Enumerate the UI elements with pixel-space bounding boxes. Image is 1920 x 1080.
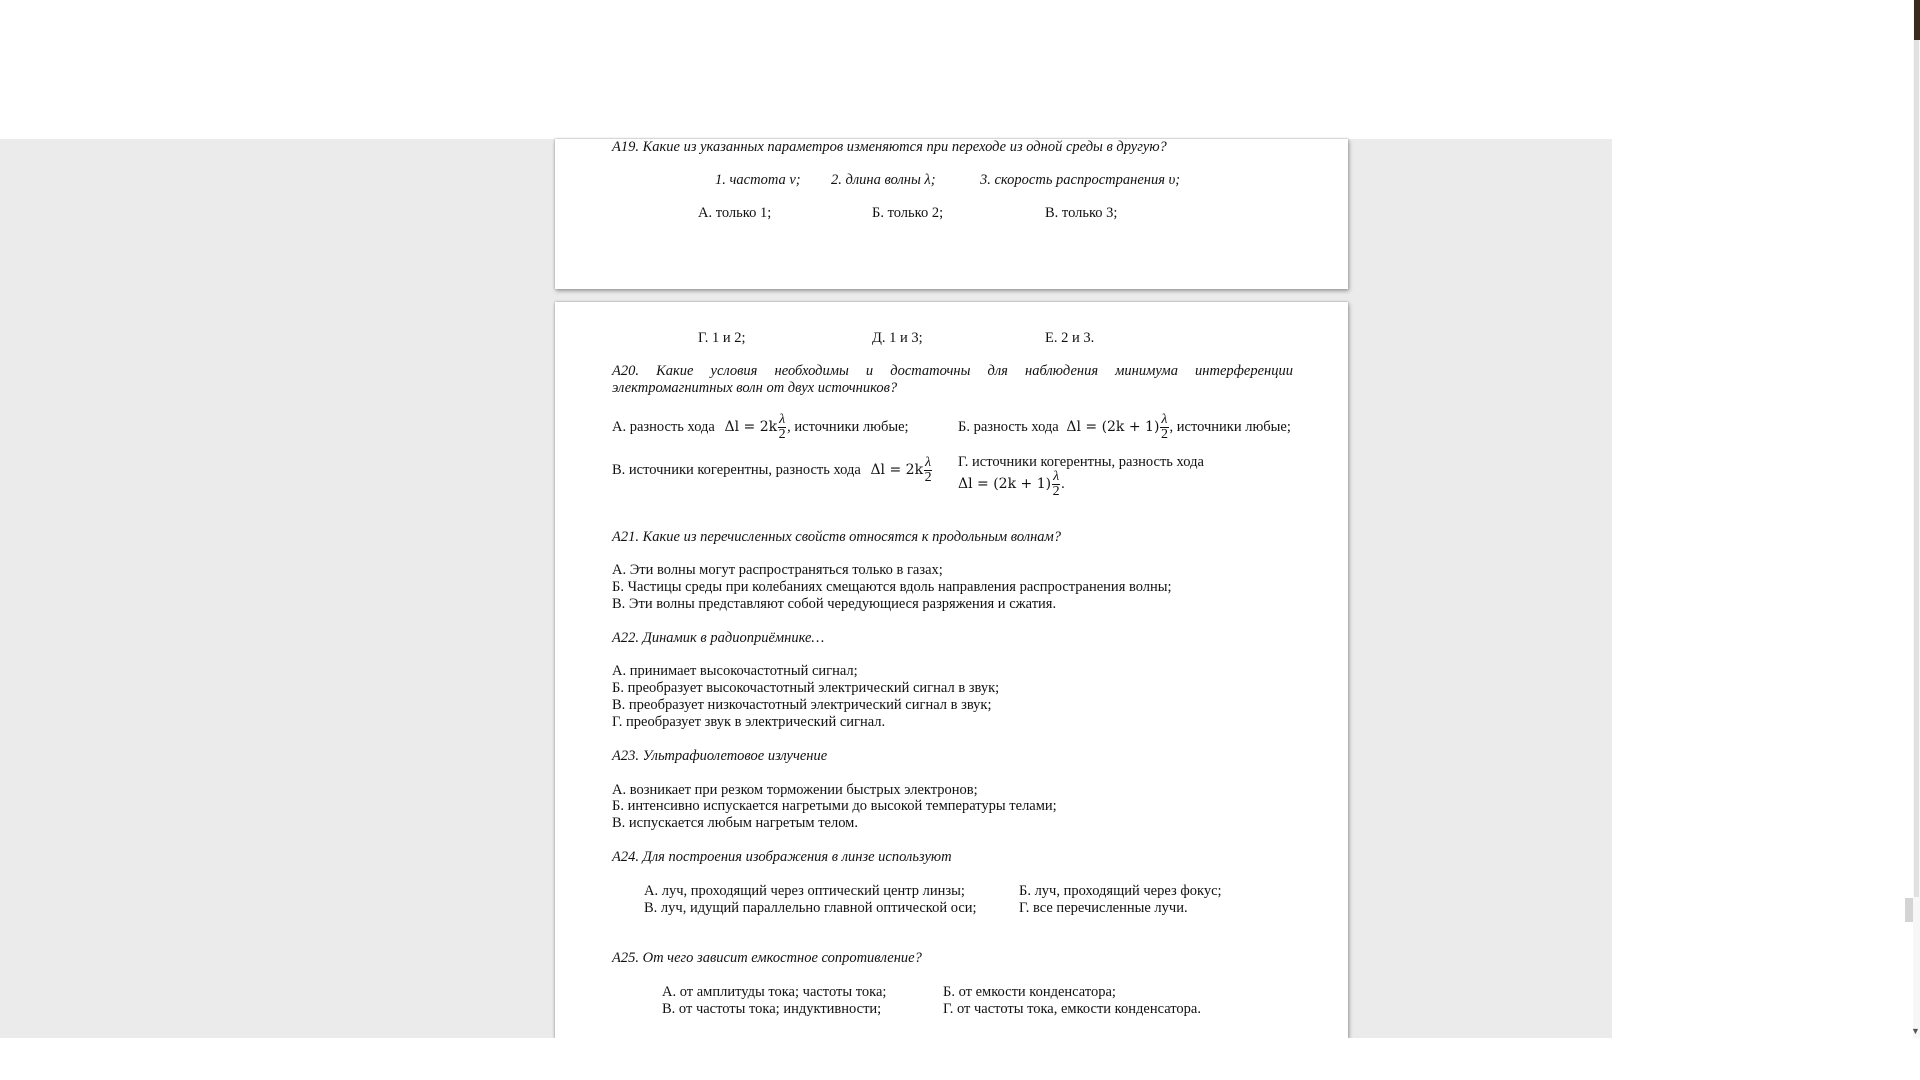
- a25-option-v: В. от частоты тока; индуктивности;: [662, 1001, 882, 1017]
- question-a25: A25. От чего зависит емкостное сопротивление?: [612, 950, 922, 966]
- a19-option-g: Г. 1 и 2;: [698, 330, 746, 346]
- a19-param-1: 1. частота ν;: [715, 172, 801, 188]
- a19-option-b: Б. только 2;: [872, 205, 944, 221]
- bottom-bar: [0, 1038, 1920, 1080]
- lambda-over-two: $\frac{\lambda}{2}$: [778, 412, 786, 442]
- a20-option-b-label: Б. разность хода: [958, 418, 1059, 435]
- lambda-over-two: $\frac{\lambda}{2}$: [1052, 469, 1060, 499]
- question-a19: A19. Какие из указанных параметров изменяются при переходе из одной среды в другую?: [612, 139, 1167, 155]
- a20-option-b-formula: Δl = (2k + 1): [1066, 418, 1160, 435]
- a24-option-b: Б. луч, проходящий через фокус;: [1019, 883, 1222, 899]
- a20-option-v-label: В. источники когерентны, разность хода: [612, 461, 861, 478]
- a22-option-b: Б. преобразует высокочастотный электрический сигнал в звук;: [612, 680, 1000, 696]
- a23-option-b: Б. интенсивно испускается нагретыми до высокой температуры телами;: [612, 798, 1057, 814]
- a19-option-v: В. только 3;: [1045, 205, 1118, 221]
- a19-param-2: 2. длина волны λ;: [831, 172, 936, 188]
- a20-option-a-tail: , источники любые;: [787, 418, 909, 435]
- a20-option-g-formula: Δl = (2k + 1): [958, 475, 1052, 492]
- a23-option-v: В. испускается любым нагретым телом.: [612, 815, 858, 831]
- document-page-1: [555, 139, 1348, 289]
- scrollbar-thumb[interactable]: [1914, 27, 1919, 897]
- document-page-2: [555, 302, 1348, 1038]
- a20-option-a: [612, 413, 909, 442]
- a20-option-v: [612, 456, 933, 485]
- a25-option-a: А. от амплитуды тока; частоты тока;: [662, 984, 887, 1000]
- a22-option-a: А. принимает высокочастотный сигнал;: [612, 663, 858, 679]
- a20-option-v-formula: Δl = 2k: [870, 461, 924, 478]
- a19-option-d: Д. 1 и 3;: [872, 330, 923, 346]
- a19-option-e: Е. 2 и 3.: [1045, 330, 1095, 346]
- a20-option-b: [958, 413, 1291, 442]
- a24-option-a: А. луч, проходящий через оптический центр линзы;: [644, 883, 965, 899]
- a20-option-b-tail: , источники любые;: [1169, 418, 1291, 435]
- a20-option-a-label: А. разность хода: [612, 418, 715, 435]
- question-a24: A24. Для построения изображения в линзе используют: [612, 849, 952, 865]
- lambda-over-two: $\frac{\lambda}{2}$: [1160, 412, 1168, 442]
- question-a20: A20. Какие условия необходимы и достаточны для наблюдения минимума интерференции электромагнитных волн от двух источников?: [612, 363, 1293, 396]
- scroll-position-marker[interactable]: [1905, 898, 1913, 922]
- lambda-over-two: $\frac{\lambda}{2}$: [924, 455, 932, 485]
- question-a21: A21. Какие из перечисленных свойств относятся к продольным волнам?: [612, 529, 1062, 545]
- a19-option-a: А. только 1;: [698, 205, 772, 221]
- a25-option-g: Г. от частоты тока, емкости конденсатора.: [943, 1001, 1201, 1017]
- scroll-down-arrow-icon[interactable]: ▼: [1911, 1026, 1920, 1036]
- right-side-panel: [1612, 139, 1913, 896]
- question-a22: A22. Динамик в радиоприёмнике…: [612, 630, 825, 646]
- a25-option-b: Б. от емкости конденсатора;: [943, 984, 1116, 1000]
- a19-param-3: 3. скорость распространения υ;: [980, 172, 1181, 188]
- a23-option-a: А. возникает при резком торможении быстрых электронов;: [612, 782, 978, 798]
- a21-option-v: В. Эти волны представляют собой чередующиеся разряжения и сжатия.: [612, 596, 1057, 612]
- a20-option-g: [958, 454, 1306, 471]
- a24-option-g: Г. все перечисленные лучи.: [1019, 900, 1188, 916]
- a22-option-g: Г. преобразует звук в электрический сигнал.: [612, 714, 886, 730]
- a20-option-g-label: Г. источники когерентны, разность хода: [958, 454, 1204, 470]
- a20-option-g-formula-line: Δl = (2k + 1) $\frac{\lambda}{2}$ .: [958, 469, 1065, 499]
- a21-option-a: А. Эти волны могут распространяться только в газах;: [612, 562, 943, 578]
- window-corner: [1914, 0, 1920, 40]
- a24-option-v: В. луч, идущий параллельно главной оптической оси;: [644, 900, 977, 916]
- a22-option-v: В. преобразует низкочастотный электрический сигнал в звук;: [612, 697, 992, 713]
- a21-option-b: Б. Частицы среды при колебаниях смещаются вдоль направления распространения волны;: [612, 579, 1172, 595]
- a20-option-a-formula: Δl = 2k: [724, 418, 778, 435]
- question-a23: A23. Ультрафиолетовое излучение: [612, 748, 828, 764]
